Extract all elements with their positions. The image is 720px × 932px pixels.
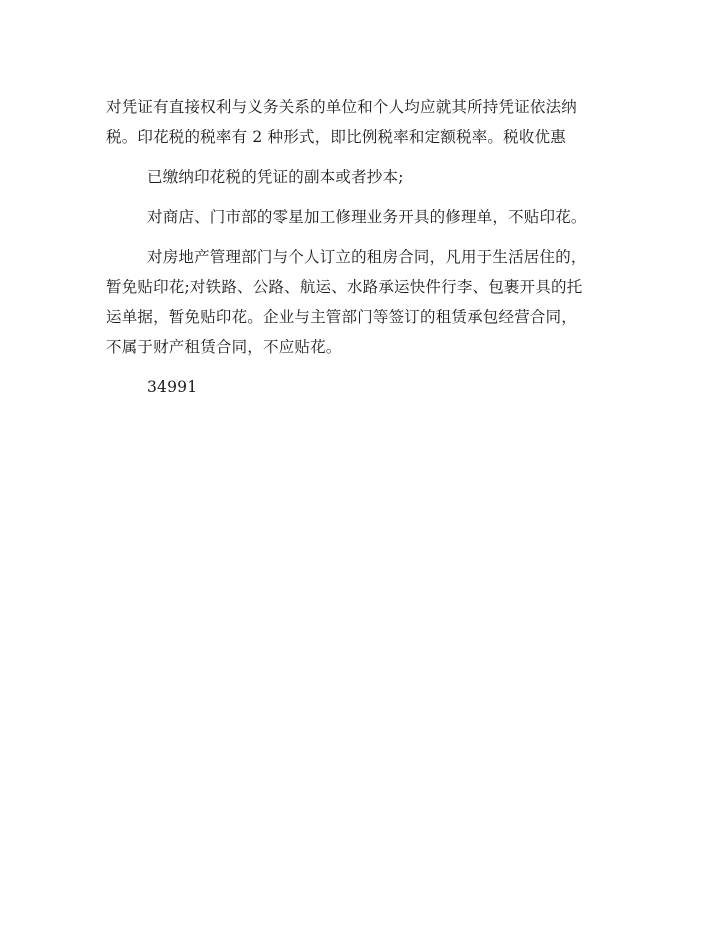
- text-line: 运单据，暂免贴印花。企业与主管部门等签订的租赁承包经营合同，: [106, 308, 578, 326]
- text-line: 暂免贴印花;对铁路、公路、航运、水路承运快件行李、包裹开具的托: [106, 278, 583, 296]
- document-number: 34991: [147, 378, 198, 396]
- text-line: 不属于财产租赁合同，不应贴花。: [106, 338, 342, 356]
- paragraph-document-number: [106, 372, 616, 402]
- paragraph-rental-contract-exemption: [106, 242, 616, 362]
- paragraph-taxpayer-definition: [106, 92, 616, 152]
- paragraph-repair-receipt-exemption: [106, 202, 616, 232]
- text-line: 对房地产管理部门与个人订立的租房合同，凡用于生活居住的，: [147, 248, 587, 266]
- text-line: 对商店、门市部的零星加工修理业务开具的修理单，不贴印花。: [147, 208, 587, 226]
- text-line: 已缴纳印花税的凭证的副本或者抄本;: [147, 168, 404, 186]
- document-body: [106, 92, 616, 402]
- text-line: 对凭证有直接权利与义务关系的单位和个人均应就其所持凭证依法纳: [106, 98, 578, 116]
- paragraph-copy-exemption: [106, 162, 616, 192]
- text-line: 税。印花税的税率有 2 种形式，即比例税率和定额税率。税收优惠: [106, 128, 566, 146]
